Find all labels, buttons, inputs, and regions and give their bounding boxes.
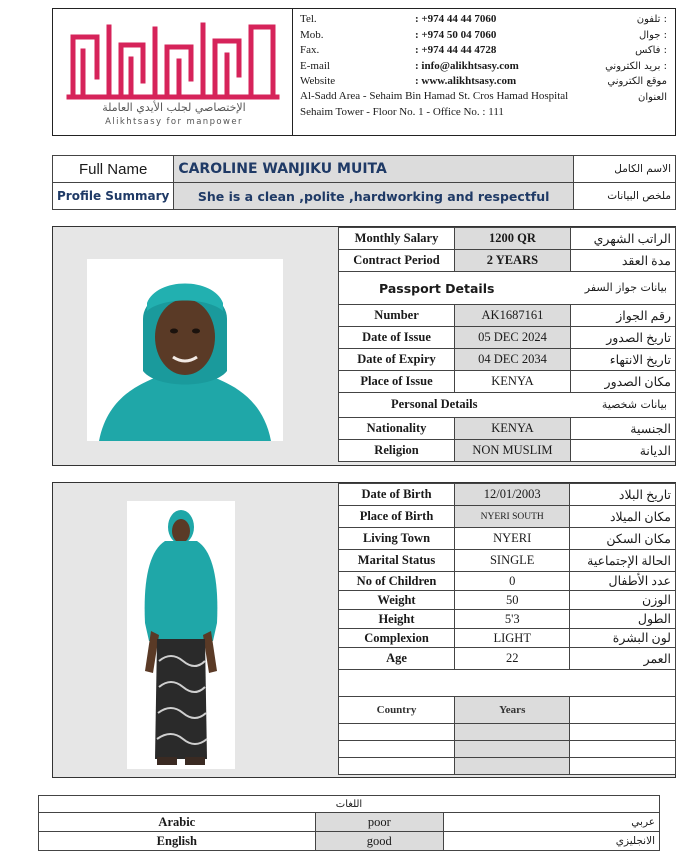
language-name: Arabic (39, 813, 316, 832)
personal-panel (52, 482, 676, 778)
blank-row (339, 670, 676, 697)
passport-panel (52, 226, 676, 466)
marital-label: Marital Status (339, 550, 455, 572)
children-row (339, 572, 676, 591)
expiry-date-row (339, 349, 676, 371)
height-row (339, 610, 676, 629)
nationality-label: Nationality (339, 418, 455, 440)
expiry-date-label-ar: تاريخ الانتهاء (570, 349, 675, 371)
issue-date-label-ar: تاريخ الصدور (570, 327, 675, 349)
living-town-value: NYERI (455, 528, 570, 550)
nationality-label-ar: الجنسية (570, 418, 675, 440)
address-line-1: Al-Sadd Area - Sehaim Bin Hamad St. Cros Hamad Hospital (300, 90, 569, 102)
personal-title: Personal Details (391, 397, 478, 411)
experience-row (339, 724, 676, 741)
age-label: Age (339, 648, 455, 670)
children-label: No of Children (339, 572, 455, 591)
salary-label-ar: الراتب الشهري (570, 228, 675, 250)
address-label-ar: العنوان (638, 91, 667, 103)
weight-label: Weight (339, 591, 455, 610)
pob-value: NYERI SOUTH (455, 506, 570, 528)
languages-title-row (39, 796, 660, 813)
fax-label: Fax. (300, 44, 320, 56)
salary-label: Monthly Salary (339, 228, 455, 250)
dob-label-ar: تاريخ البلاد (570, 484, 676, 506)
profile-summary-row (53, 183, 676, 210)
email-value: : info@alikhtsasy.com (415, 59, 519, 72)
weight-label-ar: الوزن (570, 591, 676, 610)
language-row (39, 813, 660, 832)
company-logo (53, 9, 293, 135)
experience-header-row (339, 697, 676, 724)
issue-place-label: Place of Issue (339, 371, 455, 393)
full-body-photo (127, 501, 235, 769)
issue-date-label: Date of Issue (339, 327, 455, 349)
full-name-value: CAROLINE WANJIKU MUITA (174, 156, 574, 183)
passport-number-label-ar: رقم الجواز (570, 305, 675, 327)
mob-value: : +974 50 04 7060 (415, 28, 497, 41)
height-label: Height (339, 610, 455, 629)
website-label-ar: موقع الكتروني (607, 76, 667, 87)
website-label: Website (300, 75, 336, 87)
personal-title-row (339, 393, 676, 418)
nationality-row (339, 418, 676, 440)
passport-title-ar: بيانات جواز السفر (584, 281, 667, 294)
issue-date-row (339, 327, 676, 349)
complexion-row (339, 629, 676, 648)
portrait-photo (87, 259, 283, 441)
children-label-ar: عدد الأطفال (570, 572, 676, 591)
pob-label-ar: مكان الميلاد (570, 506, 676, 528)
contact-values (415, 12, 519, 90)
full-name-row (53, 156, 676, 183)
logo-mark-icon (63, 17, 285, 101)
full-body-photo-icon (127, 501, 235, 769)
contact-labels-ar (605, 12, 667, 105)
period-label-ar: مدة العقد (570, 250, 675, 272)
age-value: 22 (455, 648, 570, 670)
passport-number-label: Number (339, 305, 455, 327)
tel-label: Tel. (300, 13, 317, 25)
issue-place-row (339, 371, 676, 393)
fax-value: : +974 44 44 4728 (415, 44, 497, 56)
passport-number-value: AK1687161 (455, 305, 571, 327)
language-level: poor (315, 813, 443, 832)
weight-value: 50 (455, 591, 570, 610)
address-line-2: Sehaim Tower - Floor No. 1 - Office No. : 111 (300, 106, 504, 118)
marital-row (339, 550, 676, 572)
period-row (339, 250, 676, 272)
passport-title-row (339, 272, 676, 305)
living-town-label: Living Town (339, 528, 455, 550)
email-label: E-mail (300, 59, 330, 72)
marital-value: SINGLE (455, 550, 570, 572)
mob-label-ar: جوال : (639, 29, 667, 41)
years-header: Years (455, 697, 570, 724)
religion-value: NON MUSLIM (455, 440, 571, 462)
period-value: 2 YEARS (455, 250, 571, 272)
country-header: Country (339, 697, 455, 724)
nationality-value: KENYA (455, 418, 571, 440)
living-town-row (339, 528, 676, 550)
issue-date-value: 05 DEC 2024 (455, 327, 571, 349)
age-row (339, 648, 676, 670)
experience-row (339, 741, 676, 758)
profile-summary-label: Profile Summary (53, 183, 174, 210)
language-row (39, 832, 660, 851)
height-value: 5'3 (455, 610, 570, 629)
age-label-ar: العمر (570, 648, 676, 670)
marital-label-ar: الحالة الإجتماعية (570, 550, 676, 572)
experience-row (339, 758, 676, 775)
passport-title: Passport Details (379, 281, 495, 296)
complexion-label: Complexion (339, 629, 455, 648)
personal-details-table (338, 483, 676, 775)
expiry-date-value: 04 DEC 2034 (455, 349, 571, 371)
issue-place-value: KENYA (455, 371, 571, 393)
languages-title-ar: اللغات (39, 796, 660, 813)
profile-summary-value: She is a clean ,polite ,hardworking and respectful (174, 183, 574, 210)
website-value: : www.alikhtsasy.com (415, 75, 517, 87)
dob-value: 12/01/2003 (455, 484, 570, 506)
tel-label-ar: تلفون : (636, 14, 667, 25)
languages-table (38, 795, 660, 851)
pob-row (339, 506, 676, 528)
religion-label: Religion (339, 440, 455, 462)
tel-value: : +974 44 44 7060 (415, 13, 497, 25)
period-label: Contract Period (339, 250, 455, 272)
passport-number-row (339, 305, 676, 327)
full-name-label-ar: الاسم الكامل (573, 156, 675, 183)
name-profile-table (52, 155, 676, 210)
issue-place-label-ar: مكان الصدور (570, 371, 675, 393)
language-name: English (39, 832, 316, 851)
letterhead (52, 8, 676, 136)
personal-title-ar: بيانات شخصية (601, 398, 667, 411)
logo-arabic-text: الإختصاصي لجلب الأيدي العاملة (102, 101, 246, 114)
language-name-ar: الانجليزي (443, 832, 659, 851)
passport-details-table (338, 227, 676, 462)
email-label-ar: بريد الكتروني : (605, 60, 667, 72)
mob-label: Mob. (300, 28, 324, 41)
religion-label-ar: الديانة (570, 440, 675, 462)
language-name-ar: عربي (443, 813, 659, 832)
children-value: 0 (455, 572, 570, 591)
language-level: good (315, 832, 443, 851)
pob-label: Place of Birth (339, 506, 455, 528)
profile-summary-label-ar: ملخص البيانات (573, 183, 675, 210)
height-label-ar: الطول (570, 610, 676, 629)
full-name-label: Full Name (53, 156, 174, 183)
expiry-date-label: Date of Expiry (339, 349, 455, 371)
fax-label-ar: فاكس : (635, 45, 667, 56)
logo-english-text: Alikhtsasy for manpower (105, 117, 243, 127)
dob-row (339, 484, 676, 506)
dob-label: Date of Birth (339, 484, 455, 506)
weight-row (339, 591, 676, 610)
complexion-value: LIGHT (455, 629, 570, 648)
living-town-label-ar: مكان السكن (570, 528, 676, 550)
complexion-label-ar: لون البشرة (570, 629, 676, 648)
portrait-photo-icon (87, 259, 283, 441)
salary-row (339, 228, 676, 250)
contact-labels-en (300, 12, 335, 90)
religion-row (339, 440, 676, 462)
salary-value: 1200 QR (455, 228, 571, 250)
